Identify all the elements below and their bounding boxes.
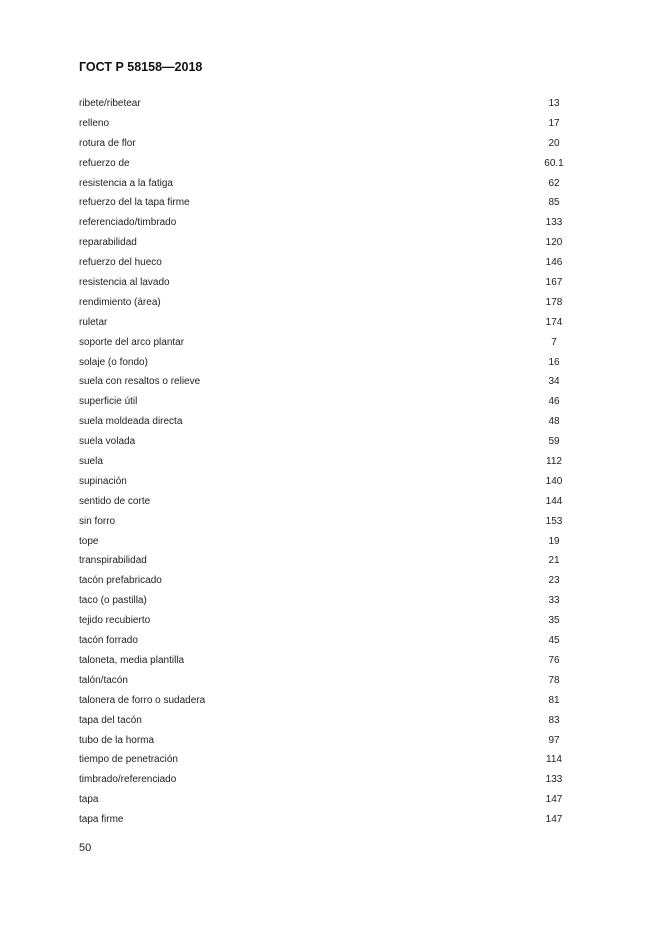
entry-term: sentido de corte — [79, 495, 151, 507]
entry-page: 16 — [548, 356, 560, 368]
entry-term: suela — [79, 456, 103, 468]
index-entry — [79, 335, 579, 355]
entry-term: sin forro — [79, 515, 116, 527]
index-entry — [79, 355, 579, 375]
index-entry — [79, 295, 579, 315]
entry-page: 112 — [546, 456, 562, 468]
index-entry — [79, 812, 579, 832]
entry-term: suela volada — [79, 436, 136, 448]
entry-page: 144 — [545, 495, 563, 507]
entry-page: 60.1 — [544, 157, 564, 169]
index-entry — [79, 673, 579, 693]
entry-page: 59 — [548, 436, 560, 448]
entry-term: talonera de forro o sudadera — [79, 694, 206, 706]
entry-term: tapa — [79, 794, 99, 806]
entry-page: 21 — [548, 555, 560, 567]
entry-term: resistencia a la fatiga — [79, 177, 173, 189]
entry-page: 19 — [548, 535, 560, 547]
entry-page: 34 — [548, 376, 560, 388]
entry-term: solaje (o fondo) — [79, 356, 148, 368]
entry-term: refuerzo de — [79, 157, 130, 169]
entry-term: ruletar — [79, 316, 108, 328]
entry-term: soporte del arco plantar — [79, 336, 185, 348]
entry-page: 48 — [548, 416, 560, 428]
entry-page: 147 — [545, 814, 563, 826]
entry-page: 146 — [545, 257, 563, 269]
entry-term: referenciado/timbrado — [79, 217, 177, 229]
index-entry — [79, 454, 579, 474]
entry-page: 7 — [551, 336, 557, 348]
entry-page: 85 — [548, 197, 560, 209]
entry-page: 97 — [548, 734, 560, 746]
entry-term: tubo de la horma — [79, 734, 155, 746]
entry-page: 13 — [548, 98, 560, 109]
entry-term: tope — [79, 535, 99, 547]
index-entry — [79, 394, 579, 414]
index-entry — [79, 116, 579, 136]
entry-term: transpirabilidad — [79, 555, 147, 567]
entry-term: supinación — [79, 475, 127, 487]
index-entry — [79, 693, 579, 713]
entry-page: 46 — [548, 396, 560, 408]
index-entry — [79, 593, 579, 613]
index-entry — [79, 573, 579, 593]
entry-page: 62 — [548, 177, 560, 189]
entry-page: 83 — [548, 714, 560, 726]
entry-term: timbrado/referenciado — [79, 774, 177, 786]
index-entry — [79, 96, 579, 116]
entry-term: ribete/ribetear — [79, 98, 141, 109]
index-entry — [79, 514, 579, 534]
index-entry — [79, 494, 579, 514]
entry-page: 147 — [545, 794, 563, 806]
entry-term: taloneta, media plantilla — [79, 654, 185, 666]
entry-term: rotura de flor — [79, 137, 136, 149]
index-entry — [79, 235, 579, 255]
index-list — [79, 96, 579, 832]
entry-term: reparabilidad — [79, 237, 137, 249]
entry-term: relleno — [79, 117, 110, 129]
index-entry — [79, 474, 579, 494]
entry-term: taco (o pastilla) — [79, 595, 147, 607]
entry-term: talón/tacón — [79, 674, 128, 686]
index-entry — [79, 215, 579, 235]
entry-term: suela con resaltos o relieve — [79, 376, 201, 388]
entry-page: 45 — [548, 635, 560, 647]
index-entry — [79, 613, 579, 633]
index-entry — [79, 136, 579, 156]
index-entry — [79, 553, 579, 573]
entry-page: 17 — [548, 117, 560, 129]
entry-term: tapa firme — [79, 814, 124, 826]
index-entry — [79, 176, 579, 196]
entry-term: tapa del tacón — [79, 714, 142, 726]
page-number: 50 — [79, 842, 92, 854]
entry-term: resistencia al lavado — [79, 277, 170, 289]
entry-page: 81 — [548, 694, 560, 706]
entry-term: suela moldeada directa — [79, 416, 183, 428]
entry-term: rendimiento (área) — [79, 296, 161, 308]
entry-page: 178 — [545, 296, 563, 308]
index-entry — [79, 414, 579, 434]
entry-page: 76 — [548, 654, 560, 666]
index-entry — [79, 434, 579, 454]
index-entry — [79, 255, 579, 275]
index-entry — [79, 275, 579, 295]
index-entry — [79, 792, 579, 812]
entry-page: 35 — [548, 615, 560, 627]
entry-term: tacón forrado — [79, 635, 138, 647]
entry-page: 167 — [545, 277, 563, 289]
entry-page: 33 — [548, 595, 560, 607]
entry-term: tejido recubierto — [79, 615, 151, 627]
index-entry — [79, 195, 579, 215]
entry-page: 23 — [548, 575, 560, 587]
index-entry — [79, 534, 579, 554]
entry-page: 78 — [548, 674, 560, 686]
entry-page: 153 — [545, 515, 563, 527]
entry-page: 120 — [545, 237, 563, 249]
index-entry — [79, 713, 579, 733]
document-header: ГОСТ Р 58158—2018 — [79, 60, 203, 74]
index-entry — [79, 315, 579, 335]
entry-page: 20 — [548, 137, 560, 149]
index-entry — [79, 653, 579, 673]
index-entry — [79, 156, 579, 176]
entry-page: 133 — [545, 217, 563, 229]
index-entry — [79, 374, 579, 394]
entry-term: superficie útil — [79, 396, 138, 408]
index-entry — [79, 733, 579, 753]
entry-term: refuerzo del hueco — [79, 257, 162, 269]
entry-term: tacón prefabricado — [79, 575, 162, 587]
index-entry — [79, 752, 579, 772]
entry-term: tiempo de penetración — [79, 754, 178, 766]
entry-page: 114 — [546, 754, 562, 766]
entry-page: 174 — [545, 316, 563, 328]
index-entry — [79, 633, 579, 653]
entry-page: 133 — [545, 774, 563, 786]
entry-term: refuerzo del la tapa firme — [79, 197, 190, 209]
entry-page: 140 — [545, 475, 563, 487]
index-entry — [79, 772, 579, 792]
